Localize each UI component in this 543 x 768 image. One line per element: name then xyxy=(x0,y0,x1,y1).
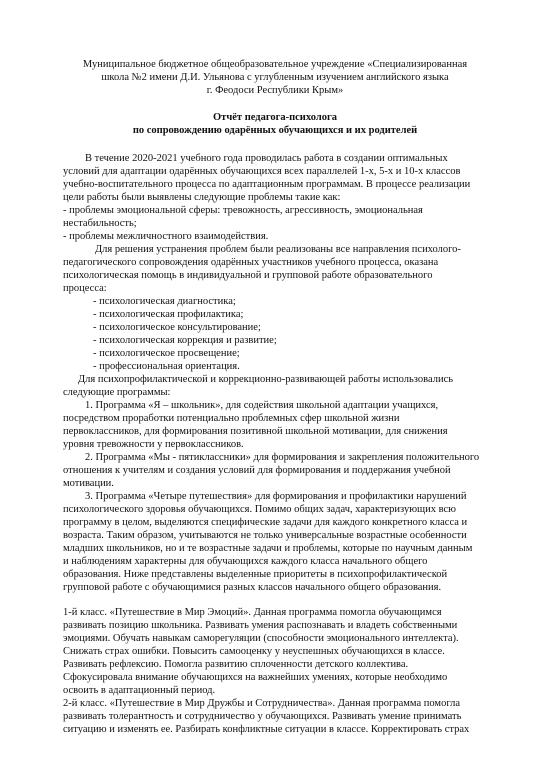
list-item: - психологическая коррекция и развитие; xyxy=(93,335,277,346)
paragraph-line: В течение 2020-2021 учебного года проводилась работа в создании оптимальных xyxy=(85,153,448,164)
paragraph-line: мотивации. xyxy=(63,478,114,489)
list-item: - психологическая диагностика; xyxy=(93,296,236,307)
paragraph-line: 2-й класс. «Путешествие в Мир Дружбы и Сотрудничества». Данная программа помогла xyxy=(63,698,460,709)
list-item: - психологическое консультирование; xyxy=(93,322,261,333)
paragraph-line: эмоциями. Обучать навыкам саморегуляции (способности эмоционального интеллекта). xyxy=(63,633,459,644)
paragraph-line: - проблемы эмоциональной сферы: тревожность, агрессивность, эмоциональная xyxy=(63,205,423,216)
school-name-line-1: Муниципальное бюджетное общеобразовательное учреждение «Специализированная xyxy=(82,59,468,70)
paragraph-line: и наблюдениям характерны для обучающихся каждого класса начального общего xyxy=(63,556,428,567)
report-subtitle: по сопровождению одарённых обучающихся и их родителей xyxy=(132,125,418,136)
paragraph-line: 3. Программа «Четыре путешествия» для формирования и профилактики нарушений xyxy=(85,491,467,502)
paragraph-line: - проблемы межличностного взаимодействия. xyxy=(63,231,269,242)
paragraph-line: 2. Программа «Мы - пятиклассники» для формирования и закрепления положительного xyxy=(85,452,480,463)
list-item: - психологическая профилактика; xyxy=(93,309,244,320)
paragraph-line: нестабильность; xyxy=(63,218,137,229)
school-name-line-3: г. Феодоси Республики Крым» xyxy=(206,85,344,96)
paragraph-line: посредством проработки потенциально проблемных сфер школьной жизни xyxy=(63,413,400,424)
paragraph-line: цели работы были выявлены следующие проблемы такие как: xyxy=(63,192,341,203)
report-title: Отчёт педагога-психолога xyxy=(213,112,337,123)
list-item: - профессиональная ориентация. xyxy=(93,361,240,372)
paragraph-line: следующие программы: xyxy=(63,387,171,398)
paragraph-line: отношения к учителям и создания условий для формирования и поддержания учебной xyxy=(63,465,451,476)
paragraph-line: групповой работе с обучающимися разных классов начального общего образования. xyxy=(63,582,442,593)
paragraph-line: 1. Программа «Я – школьник», для содействия школьной адаптации учащихся, xyxy=(85,400,439,411)
list-item: - психологическое просвещение; xyxy=(93,348,240,359)
paragraph-line: Для психопрофилактической и коррекционно-развивающей работы использовались xyxy=(78,374,454,385)
paragraph-line: Снижать страх ошибки. Повысить самооценку у неуспешных обучающихся в классе. xyxy=(63,646,445,657)
paragraph-line: уровня тревожности у первоклассников. xyxy=(63,439,244,450)
paragraph-line: развивать толерантность и сотрудничество у обучающихся. Развивать умение принимать xyxy=(63,711,462,722)
paragraph-line: младших школьников, но и те возрастные задачи и проблемы, которые по научным данным xyxy=(63,543,473,554)
paragraph-line: психологическая помощь в индивидуальной и групповой работе образовательного xyxy=(63,270,433,281)
paragraph-line: процесса: xyxy=(63,283,107,294)
paragraph-line: условий для адаптации одарённых обучающихся всех параллелей 1-х, 5-х и 10-х классов xyxy=(63,166,461,177)
paragraph-line: образования. Ниже представлены выделенные приоритеты в психопрофилактической xyxy=(63,569,448,580)
paragraph-line: Для решения устранения проблем были реализованы все направления психолого- xyxy=(95,244,461,255)
paragraph-line: психологического здоровья обучающихся. Помимо общих задач, характеризующих всю xyxy=(63,504,457,515)
paragraph-line: учебно-воспитательного процесса по адаптационным программам. В процессе реализации xyxy=(63,179,471,190)
paragraph-line: программу в целом, выделяются специфические задачи для каждого конкретного класса и xyxy=(63,517,468,528)
school-name-line-2: школа №2 имени Д.И. Ульянова с углубленным изучением английского языка xyxy=(101,72,449,83)
paragraph-line: педагогического сопровождения одарённых участников учебного процесса, оказана xyxy=(63,257,439,268)
paragraph-line: первоклассников, для формирования позитивной школьной мотивации, для снижения xyxy=(63,426,448,437)
paragraph-line: ситуацию и изменять ее. Разбирать конфликтные ситуации в классе. Корректировать страх xyxy=(63,724,470,735)
paragraph-line: Сфокусировала внимание обучающихся на важнейших умениях, которые необходимо xyxy=(63,672,448,683)
paragraph-line: развивать позицию школьника. Развивать умения распознавать и владеть собственными xyxy=(63,620,458,631)
paragraph-line: 1-й класс. «Путешествие в Мир Эмоций». Данная программа помогла обучающимся xyxy=(63,607,442,618)
paragraph-line: Развивать рефлексию. Помогла развитию сплоченности детского коллектива. xyxy=(63,659,409,670)
paragraph-line: возраста. Таким образом, учитываются не только универсальные возрастные особенности xyxy=(63,530,467,541)
paragraph-line: освоить в адаптационный период. xyxy=(63,685,216,696)
